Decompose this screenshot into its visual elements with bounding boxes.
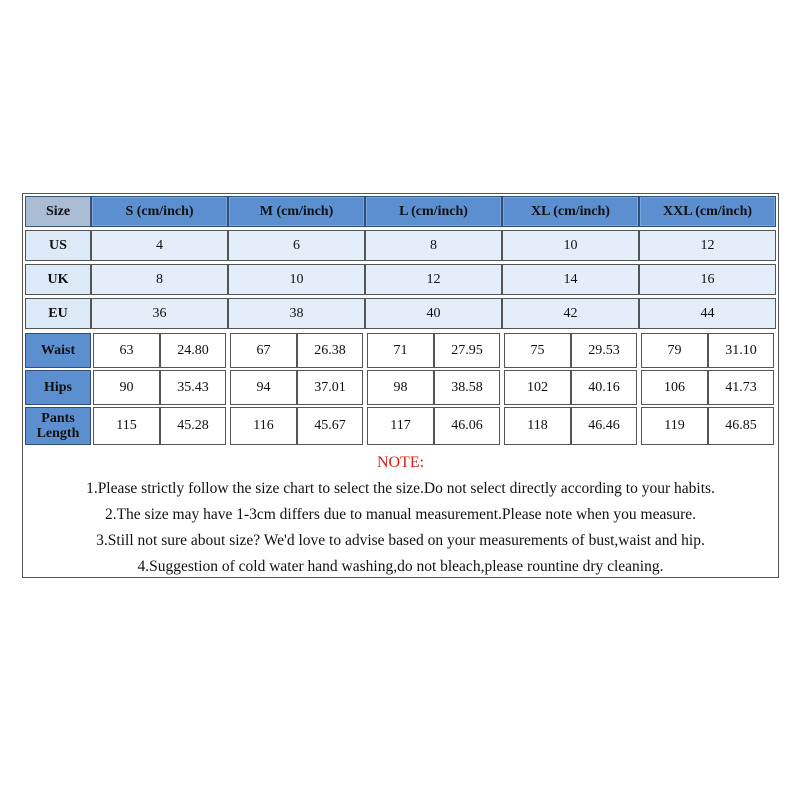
hips-xl-cm: 102 bbox=[504, 370, 571, 405]
us-l-value: 8 bbox=[365, 230, 502, 261]
pants-s-inch: 45.28 bbox=[160, 407, 226, 445]
note-title: NOTE: bbox=[376, 454, 425, 471]
pants-xl-inch: 46.46 bbox=[571, 407, 637, 445]
pants-s-cm: 115 bbox=[93, 407, 160, 445]
row-label-us: US bbox=[25, 230, 91, 261]
hips-s-cm: 90 bbox=[93, 370, 160, 405]
eu-xl-value: 42 bbox=[502, 298, 639, 329]
eu-l-value: 40 bbox=[365, 298, 502, 329]
us-s-value: 4 bbox=[91, 230, 228, 261]
hips-xxl-inch: 41.73 bbox=[708, 370, 774, 405]
column-header-l: L (cm/inch) bbox=[365, 196, 502, 227]
column-header-xxl: XXL (cm/inch) bbox=[639, 196, 776, 227]
note-line-1: 1.Please strictly follow the size chart to select the size.Do not select directly according to your habits. bbox=[86, 480, 715, 497]
size-chart bbox=[22, 193, 779, 578]
pants-xxl-cm: 119 bbox=[641, 407, 708, 445]
hips-s-inch: 35.43 bbox=[160, 370, 226, 405]
column-header-m: M (cm/inch) bbox=[228, 196, 365, 227]
uk-s-value: 8 bbox=[91, 264, 228, 295]
waist-l-inch: 27.95 bbox=[434, 333, 500, 368]
notes-section bbox=[23, 447, 778, 577]
pants-xl-cm: 118 bbox=[504, 407, 571, 445]
uk-xxl-value: 16 bbox=[639, 264, 776, 295]
pants-m-cm: 116 bbox=[230, 407, 297, 445]
note-line-4: 4.Suggestion of cold water hand washing,do not bleach,please rountine dry cleaning. bbox=[137, 558, 664, 575]
us-m-value: 6 bbox=[228, 230, 365, 261]
hips-xxl-cm: 106 bbox=[641, 370, 708, 405]
column-header-xl: XL (cm/inch) bbox=[502, 196, 639, 227]
waist-xxl-cm: 79 bbox=[641, 333, 708, 368]
row-label-hips: Hips bbox=[25, 370, 91, 405]
column-header-s: S (cm/inch) bbox=[91, 196, 228, 227]
uk-m-value: 10 bbox=[228, 264, 365, 295]
pants-m-inch: 45.67 bbox=[297, 407, 363, 445]
hips-l-cm: 98 bbox=[367, 370, 434, 405]
uk-l-value: 12 bbox=[365, 264, 502, 295]
row-label-pants-length: Pants Length bbox=[25, 407, 91, 445]
row-label-uk: UK bbox=[25, 264, 91, 295]
hips-m-inch: 37.01 bbox=[297, 370, 363, 405]
hips-m-cm: 94 bbox=[230, 370, 297, 405]
us-xxl-value: 12 bbox=[639, 230, 776, 261]
waist-s-cm: 63 bbox=[93, 333, 160, 368]
waist-l-cm: 71 bbox=[367, 333, 434, 368]
waist-m-cm: 67 bbox=[230, 333, 297, 368]
note-line-2: 2.The size may have 1-3cm differs due to manual measurement.Please note when you measure. bbox=[104, 506, 697, 523]
row-label-eu: EU bbox=[25, 298, 91, 329]
eu-s-value: 36 bbox=[91, 298, 228, 329]
uk-xl-value: 14 bbox=[502, 264, 639, 295]
waist-s-inch: 24.80 bbox=[160, 333, 226, 368]
waist-m-inch: 26.38 bbox=[297, 333, 363, 368]
eu-m-value: 38 bbox=[228, 298, 365, 329]
size-header: Size bbox=[25, 196, 91, 227]
pants-l-inch: 46.06 bbox=[434, 407, 500, 445]
waist-xxl-inch: 31.10 bbox=[708, 333, 774, 368]
pants-l-cm: 117 bbox=[367, 407, 434, 445]
us-xl-value: 10 bbox=[502, 230, 639, 261]
waist-xl-cm: 75 bbox=[504, 333, 571, 368]
waist-xl-inch: 29.53 bbox=[571, 333, 637, 368]
row-label-waist: Waist bbox=[25, 333, 91, 368]
eu-xxl-value: 44 bbox=[639, 298, 776, 329]
hips-xl-inch: 40.16 bbox=[571, 370, 637, 405]
note-line-3: 3.Still not sure about size? We'd love to advise based on your measurements of bust,waist and hip. bbox=[96, 532, 705, 549]
pants-xxl-inch: 46.85 bbox=[708, 407, 774, 445]
hips-l-inch: 38.58 bbox=[434, 370, 500, 405]
